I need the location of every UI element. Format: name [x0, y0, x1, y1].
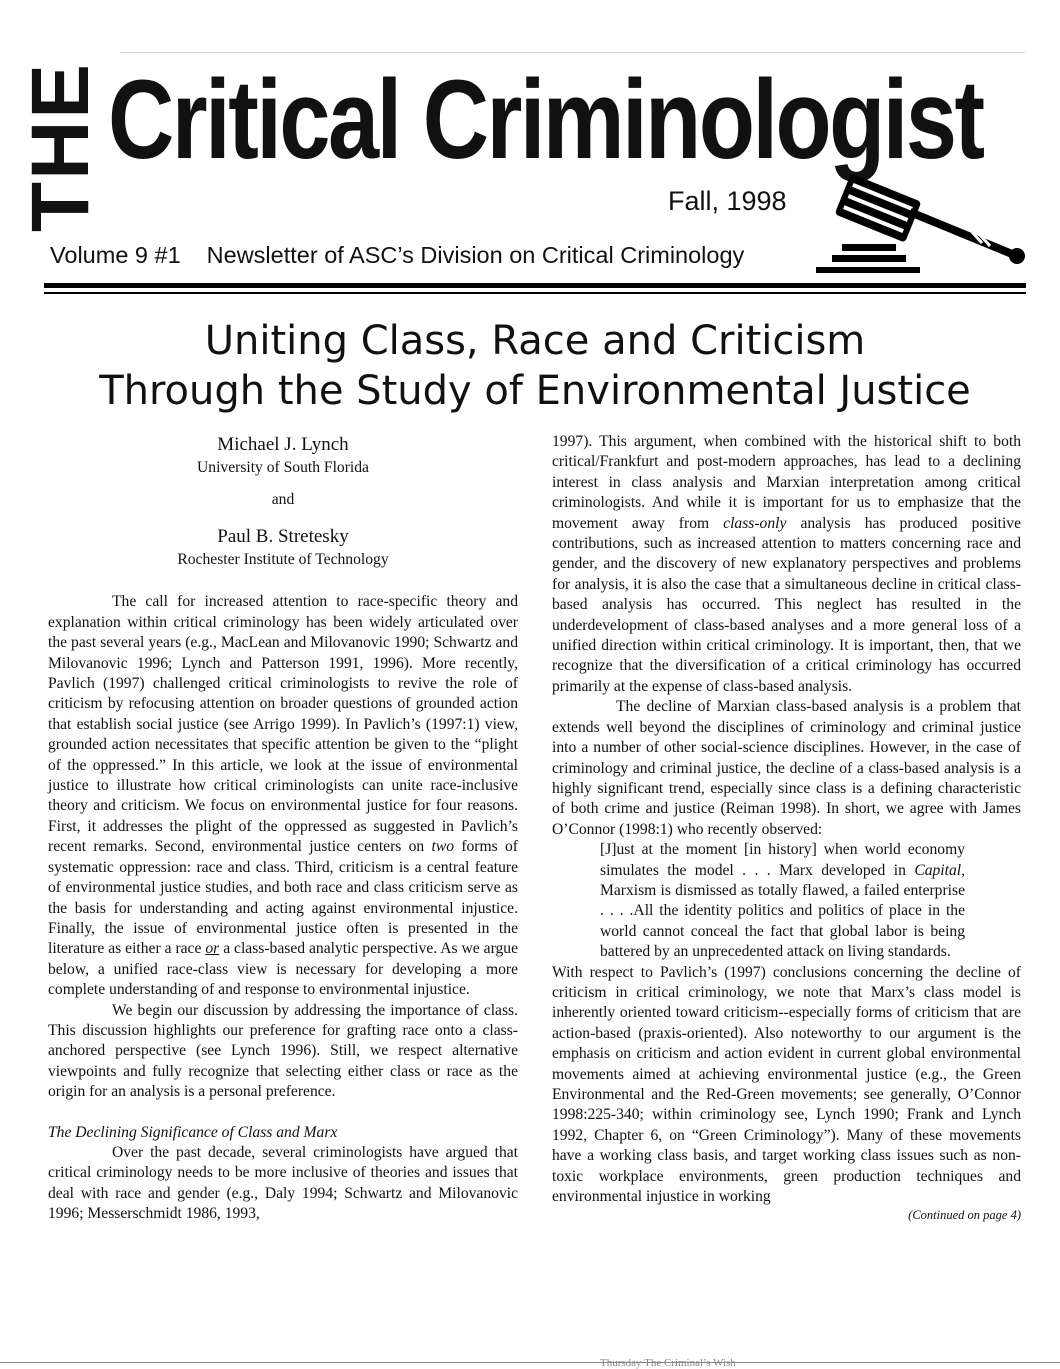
- left-column: [48, 432, 518, 1225]
- author-block-1: [48, 432, 518, 478]
- page-bottom-edge: [0, 1362, 1060, 1363]
- continued-note: (Continued on page 4): [908, 1208, 1021, 1223]
- right-column: [552, 432, 1021, 1223]
- author-affiliation: University of South Florida: [197, 459, 369, 476]
- newsletter-subtitle: Newsletter of ASC’s Division on Critical Criminology: [206, 242, 745, 268]
- masthead-title: Critical Criminologist: [108, 57, 983, 182]
- paragraph-decade: Over the past decade, several criminologists have argued that critical criminology needs to be more inclusive of theories and issues that deal with race and gender (e.g., Daly 1994; Schwartz and Milovanovic 1996; Messerschmidt 1986, 1993,: [48, 1143, 518, 1223]
- author-and: and: [271, 491, 295, 508]
- section-heading: The Declining Significance of Class and Marx: [48, 1123, 338, 1141]
- masthead-the: THE: [15, 62, 106, 232]
- author-affiliation: Rochester Institute of Technology: [177, 551, 389, 569]
- article-headline: [40, 316, 1030, 416]
- paragraph-continuation: 1997). This argument, when combined with the historical shift to both critical/Frankfurt and post-modern approaches, has lead to a declining interest in class analysis and Marxian interpretation among critical criminologists. And while it is important for us to emphasize that the movement away from class-only analysis has produced positive contributions, such as increased attention to matters concerning race and gender, and the discovery of new explanatory perspectives and problems for analysis, it is also the case that a simultaneous decline in critical class-based analysis has occurred. This neglect has resulted in the underdevelopment of class-based analyses and a more general loss of a unified direction within critical criminology. It is important, then, that we recognize that the diversification of a critical criminology has occurred primarily at the expense of class-based analysis.: [552, 433, 1021, 695]
- issue-date: Fall, 1998: [668, 186, 787, 216]
- volume-number: Volume 9 #1: [50, 242, 181, 268]
- masthead-rule-thick: [44, 283, 1026, 288]
- volume-line: [50, 242, 744, 269]
- masthead-rule-thin: [44, 292, 1026, 294]
- author-name: Paul B. Stretesky: [217, 526, 349, 548]
- next-page-fragment: Thursday The Criminal’s Wish: [600, 1357, 736, 1369]
- author-block-2: [48, 524, 518, 570]
- paragraph-decline: The decline of Marxian class-based analysis is a problem that extends well beyond the disciplines of criminology and criminal justice into a number of other social-science disciplines. However, in the case of criminology and criminal justice, the decline of a class-based analysis is a highly significant trend, especially since class is a defining characteristic of both crime and justice (Reiman 1998). In short, we agree with James O’Connor (1998:1) who recently observed:: [552, 698, 1021, 838]
- headline-line-1: Uniting Class, Race and Criticism: [204, 318, 866, 364]
- headline-line-2: Through the Study of Environmental Justice: [99, 368, 971, 414]
- block-quote: [J]ust at the moment [in history] when world economy simulates the model . . . Marx developed in Capital, Marxism is dismissed as totally flawed, a failed enterprise . . . .All the identity politics and politics of place in the world cannot conceal the fact that global labor is being battered by an unprecedented attack on living standards.: [600, 841, 965, 961]
- paragraph-class: We begin our discussion by addressing the importance of class. This discussion highlights our preference for grafting race onto a class-anchored perspective (see Lynch 1996). Still, we respect alternative viewpoints and fully recognize that selecting either class or race as the origin for an analysis is a personal preference.: [48, 1001, 518, 1101]
- gavel-icon: [812, 150, 1032, 280]
- paragraph-intro: The call for increased attention to race-specific theory and explanation within critical criminology has been widely articulated over the past several years (e.g., MacLean and Milovanovic 1990; Schwartz and Milovanovic 1996; Lynch and Patterson 1991, 1996). More recently, Pavlich (1997) challenged critical criminologists to revive the role of criticism by refocusing attention on broader questions of grounded action that establish social justice (see Arrigo 1999). In Pavlich’s (1997:1) view, grounded action necessitates that specific attention be given to the “plight of the oppressed.” In this article, we look at the issue of environmental justice to illustrate how critical criminologists can unite race-inclusive theory and criticism. We focus on environmental justice for four reasons. First, it addresses the plight of the oppressed as suggested in Pavlich’s recent remarks. Second, environmental justice centers on two forms of systematic oppression: race and class. Third, criticism is a central feature of environmental justice studies, and both race and class criticism serve as the basis for understanding and acting against environmental injustice. Finally, the issue of environmental justice often is presented in the literature as either a race or a class-based analytic perspective. As we argue below, a unified race-class view is necessary for developing a more complete understanding of and response to environmental injustice.: [48, 593, 519, 999]
- paragraph-pavlich: With respect to Pavlich’s (1997) conclusions concerning the decline of criticism in critical criminology, we note that Marx’s class model is inherently oriented toward criticism--especially forms of criticism that are action-based (praxis-oriented). Also noteworthy to our argument is the emphasis on criticism and action evident in current global environmental movements aimed at achieving environmental justice (e.g., the Green Environmental and the Red-Green movements; see generally, O’Connor 1998:225-340; within criminology see, Lynch 1990; Frank and Lynch 1992, Chapter 6, on “Green Criminology”). Many of these movements have a working class basis, and target working class issues such as non-toxic workplace environments, green production techniques and environmental injustice in working: [552, 963, 1021, 1206]
- author-name: Michael J. Lynch: [217, 434, 349, 455]
